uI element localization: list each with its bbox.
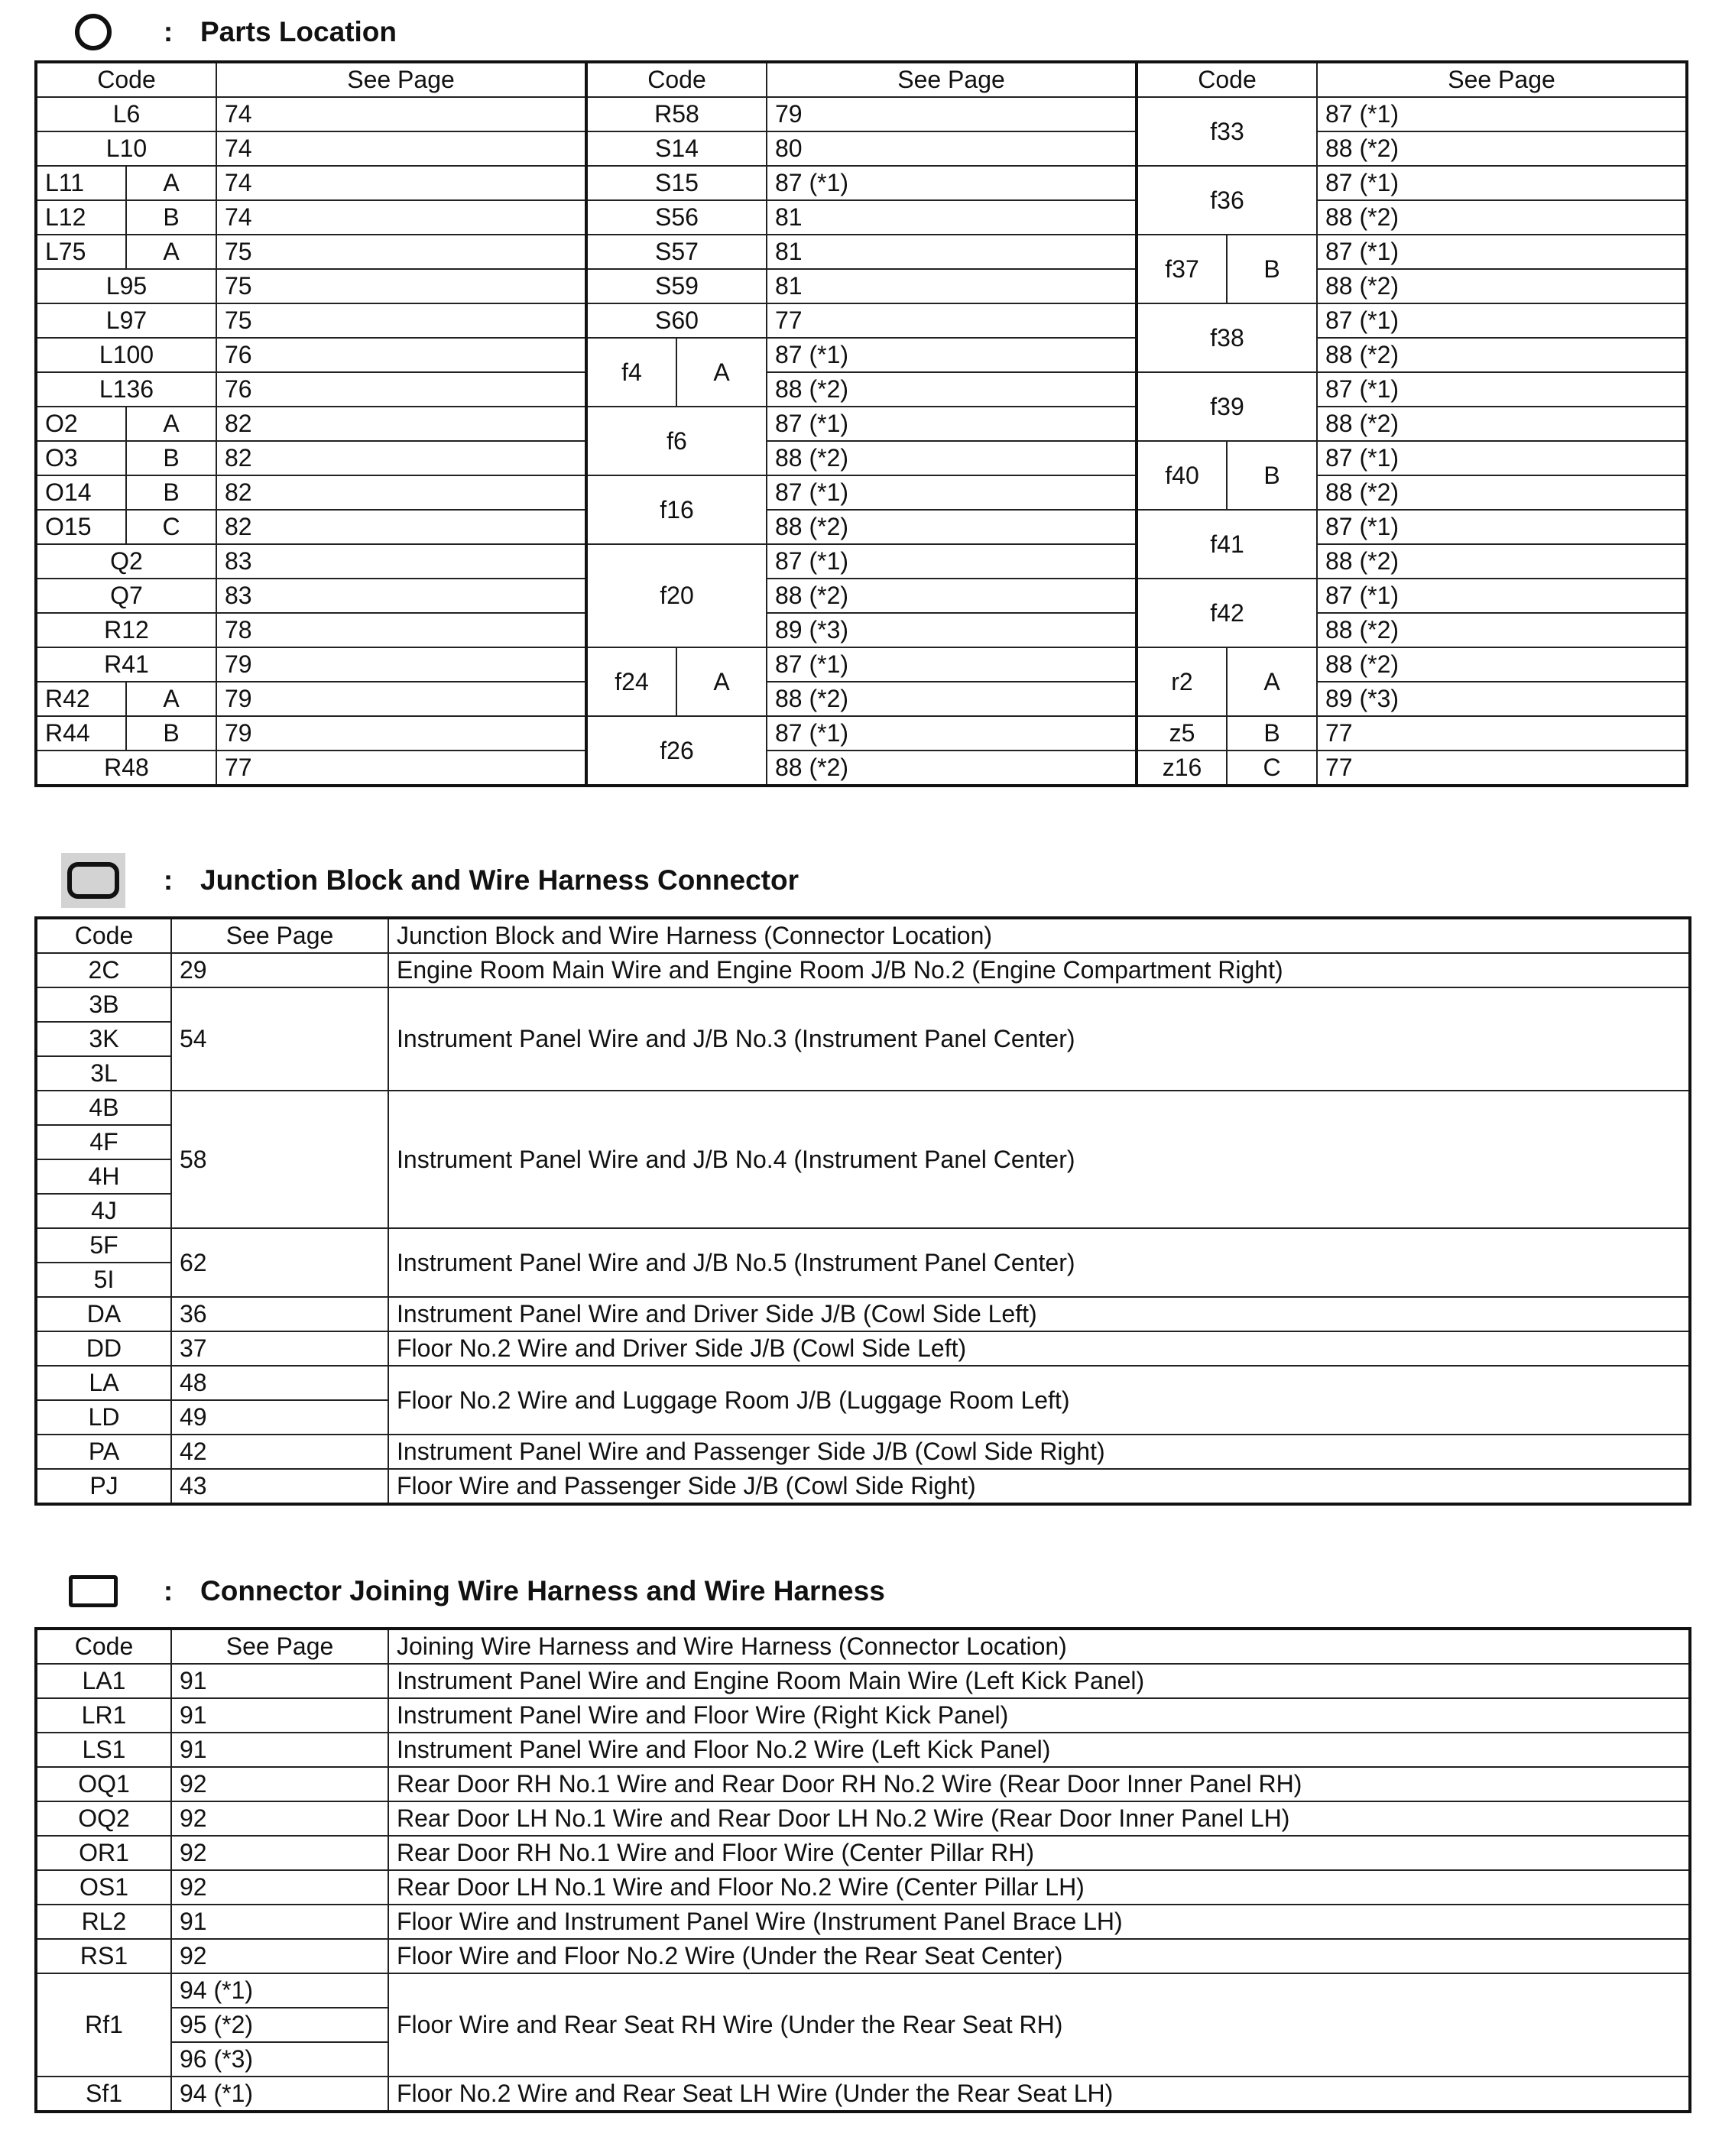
part-code: f6 [586, 407, 767, 475]
table-row [36, 953, 1690, 987]
part-page: 87 (*1) [1317, 303, 1687, 338]
table-row [36, 1435, 1690, 1469]
connector-location: Instrument Panel Wire and Floor No.2 Wire (Left Kick Panel) [388, 1733, 1690, 1767]
connector-location: Floor No.2 Wire and Driver Side J/B (Cowl Side Left) [388, 1331, 1690, 1366]
connector-page: 92 [171, 1801, 388, 1836]
part-sub-code: C [1227, 751, 1317, 786]
connector-location: Instrument Panel Wire and Driver Side J/B (Cowl Side Left) [388, 1297, 1690, 1331]
part-sub-code: A [1227, 647, 1317, 716]
connector-location: Floor No.2 Wire and Rear Seat LH Wire (Under the Rear Seat LH) [388, 2077, 1690, 2112]
header-code: Code [1137, 62, 1317, 97]
part-page: 88 (*2) [1317, 269, 1687, 303]
header-location: Joining Wire Harness and Wire Harness (Connector Location) [388, 1629, 1690, 1664]
part-page: 88 (*2) [767, 510, 1137, 544]
connector-code: LS1 [36, 1733, 171, 1767]
part-page: 88 (*2) [1317, 544, 1687, 579]
part-code: L136 [36, 372, 216, 407]
part-page: 89 (*3) [767, 613, 1137, 647]
table-row [36, 1801, 1690, 1836]
part-page: 87 (*1) [1317, 235, 1687, 269]
connector-page: 94 (*1) [171, 1973, 388, 2008]
part-page: 88 (*2) [1317, 475, 1687, 510]
table-row [36, 200, 1687, 235]
connector-location: Instrument Panel Wire and J/B No.5 (Instrument Panel Center) [388, 1228, 1690, 1297]
connector-page: 58 [171, 1091, 388, 1228]
part-page: 75 [216, 269, 586, 303]
table-row [36, 613, 1687, 647]
part-page: 81 [767, 235, 1137, 269]
header-location: Junction Block and Wire Harness (Connector Location) [388, 918, 1690, 953]
part-sub-code: C [126, 510, 216, 544]
connector-code: 5F [36, 1228, 171, 1263]
part-code: r2 [1137, 647, 1227, 716]
part-page: 75 [216, 235, 586, 269]
connector-code: 4J [36, 1194, 171, 1228]
part-sub-code: B [1227, 235, 1317, 303]
part-page: 82 [216, 441, 586, 475]
junction-table [34, 916, 1691, 1506]
part-page: 88 (*2) [767, 579, 1137, 613]
part-code: L100 [36, 338, 216, 372]
part-code: f40 [1137, 441, 1227, 510]
part-code: R48 [36, 751, 216, 786]
header-code: Code [36, 1629, 171, 1664]
connector-page: 43 [171, 1469, 388, 1504]
part-code: O3 [36, 441, 126, 475]
table-row [36, 647, 1687, 682]
part-page: 88 (*2) [767, 682, 1137, 716]
circle-icon [61, 11, 125, 53]
connector-page: 91 [171, 1905, 388, 1939]
part-page: 78 [216, 613, 586, 647]
table-row [36, 716, 1687, 751]
part-page: 87 (*1) [1317, 579, 1687, 613]
part-page: 89 (*3) [1317, 682, 1687, 716]
part-code: f38 [1137, 303, 1317, 372]
part-code: S59 [586, 269, 767, 303]
connector-location: Instrument Panel Wire and Passenger Side J/B (Cowl Side Right) [388, 1435, 1690, 1469]
part-code: f24 [586, 647, 676, 716]
table-row [36, 166, 1687, 200]
part-page: 83 [216, 579, 586, 613]
part-page: 82 [216, 407, 586, 441]
part-code: R58 [586, 97, 767, 131]
connector-page: 92 [171, 1870, 388, 1905]
part-code: z5 [1137, 716, 1227, 751]
connector-location: Instrument Panel Wire and J/B No.3 (Instrument Panel Center) [388, 987, 1690, 1091]
part-code: O14 [36, 475, 126, 510]
junction-heading: : Junction Block and Wire Harness Connector [61, 859, 799, 902]
table-row [36, 987, 1690, 1022]
part-page: 88 (*2) [1317, 200, 1687, 235]
table-row [36, 2077, 1690, 2112]
part-sub-code: B [1227, 441, 1317, 510]
connector-code: PA [36, 1435, 171, 1469]
part-code: S14 [586, 131, 767, 166]
part-page: 83 [216, 544, 586, 579]
part-page: 87 (*1) [767, 407, 1137, 441]
part-code: O15 [36, 510, 126, 544]
part-page: 87 (*1) [1317, 441, 1687, 475]
connector-code: Rf1 [36, 1973, 171, 2077]
connector-location: Instrument Panel Wire and J/B No.4 (Instrument Panel Center) [388, 1091, 1690, 1228]
connector-location: Floor No.2 Wire and Luggage Room J/B (Luggage Room Left) [388, 1366, 1690, 1435]
connector-code: LA [36, 1366, 171, 1400]
table-row [36, 1733, 1690, 1767]
connector-code: LD [36, 1400, 171, 1435]
part-code: S56 [586, 200, 767, 235]
header-see-page: See Page [767, 62, 1137, 97]
connector-code: OQ2 [36, 1801, 171, 1836]
table-row [36, 131, 1687, 166]
part-page: 79 [767, 97, 1137, 131]
connector-code: LR1 [36, 1698, 171, 1733]
connector-location: Floor Wire and Rear Seat RH Wire (Under the Rear Seat RH) [388, 1973, 1690, 2077]
part-page: 87 (*1) [1317, 372, 1687, 407]
connector-page: 36 [171, 1297, 388, 1331]
part-page: 80 [767, 131, 1137, 166]
header-code: Code [36, 918, 171, 953]
part-code: f41 [1137, 510, 1317, 579]
header-see-page: See Page [1317, 62, 1687, 97]
part-code: L6 [36, 97, 216, 131]
part-page: 77 [1317, 751, 1687, 786]
part-code: f42 [1137, 579, 1317, 647]
part-page: 79 [216, 647, 586, 682]
part-page: 88 (*2) [1317, 647, 1687, 682]
connector-location: Floor Wire and Passenger Side J/B (Cowl Side Right) [388, 1469, 1690, 1504]
part-page: 87 (*1) [767, 475, 1137, 510]
part-code: R42 [36, 682, 126, 716]
table-row [36, 235, 1687, 269]
table-row [36, 1664, 1690, 1698]
part-code: Q2 [36, 544, 216, 579]
part-page: 87 (*1) [1317, 510, 1687, 544]
rectangle-icon [61, 1570, 125, 1613]
part-code: f26 [586, 716, 767, 786]
table-row [36, 1905, 1690, 1939]
connector-location: Instrument Panel Wire and Engine Room Main Wire (Left Kick Panel) [388, 1664, 1690, 1698]
table-row [36, 1366, 1690, 1400]
table-row [36, 1698, 1690, 1733]
connector-code: 2C [36, 953, 171, 987]
connector-page: 91 [171, 1733, 388, 1767]
part-code: L75 [36, 235, 126, 269]
table-row [36, 510, 1687, 544]
connector-location: Rear Door RH No.1 Wire and Rear Door RH No.2 Wire (Rear Door Inner Panel RH) [388, 1767, 1690, 1801]
part-code: L10 [36, 131, 216, 166]
part-page: 87 (*1) [767, 544, 1137, 579]
part-code: S15 [586, 166, 767, 200]
connector-code: 4F [36, 1125, 171, 1159]
part-page: 77 [216, 751, 586, 786]
part-page: 74 [216, 200, 586, 235]
part-page: 88 (*2) [1317, 131, 1687, 166]
table-row [36, 269, 1687, 303]
table-row [36, 407, 1687, 441]
connector-page: 49 [171, 1400, 388, 1435]
connector-code: 3L [36, 1056, 171, 1091]
part-code: L12 [36, 200, 126, 235]
table-row [36, 579, 1687, 613]
connector-page: 92 [171, 1939, 388, 1973]
connector-code: 4B [36, 1091, 171, 1125]
connector-page: 91 [171, 1664, 388, 1698]
table-row [36, 441, 1687, 475]
parts-location-table [34, 60, 1688, 787]
parts-location-heading: : Parts Location [61, 11, 397, 53]
part-page: 81 [767, 269, 1137, 303]
connector-page: 92 [171, 1836, 388, 1870]
part-sub-code: B [126, 716, 216, 751]
part-page: 82 [216, 475, 586, 510]
part-page: 74 [216, 97, 586, 131]
part-sub-code: A [126, 407, 216, 441]
table-row [36, 1297, 1690, 1331]
part-page: 88 (*2) [1317, 338, 1687, 372]
rounded-rect-icon [61, 859, 125, 902]
connector-code: 3K [36, 1022, 171, 1056]
part-page: 87 (*1) [767, 716, 1137, 751]
part-page: 79 [216, 682, 586, 716]
part-page: 88 (*2) [767, 441, 1137, 475]
part-page: 81 [767, 200, 1137, 235]
part-page: 77 [767, 303, 1137, 338]
connector-page: 95 (*2) [171, 2008, 388, 2042]
connector-code: RS1 [36, 1939, 171, 1973]
connector-page: 42 [171, 1435, 388, 1469]
connector-code: PJ [36, 1469, 171, 1504]
connector-page: 62 [171, 1228, 388, 1297]
connector-code: OR1 [36, 1836, 171, 1870]
table-row [36, 97, 1687, 131]
table-row [36, 1870, 1690, 1905]
part-page: 77 [1317, 716, 1687, 751]
part-page: 76 [216, 372, 586, 407]
part-code: f37 [1137, 235, 1227, 303]
table-row [36, 1767, 1690, 1801]
part-page: 88 (*2) [1317, 407, 1687, 441]
part-page: 87 (*1) [1317, 166, 1687, 200]
connector-code: 4H [36, 1159, 171, 1194]
part-sub-code: A [126, 682, 216, 716]
part-sub-code: B [126, 475, 216, 510]
part-sub-code: B [1227, 716, 1317, 751]
part-sub-code: A [676, 647, 767, 716]
part-code: R41 [36, 647, 216, 682]
junction-title: Junction Block and Wire Harness Connector [200, 864, 799, 896]
part-code: L11 [36, 166, 126, 200]
table-row [36, 1469, 1690, 1504]
connector-page: 92 [171, 1767, 388, 1801]
part-page: 87 (*1) [767, 338, 1137, 372]
part-sub-code: A [126, 166, 216, 200]
part-code: f4 [586, 338, 676, 407]
part-code: Q7 [36, 579, 216, 613]
part-page: 74 [216, 166, 586, 200]
part-code: f20 [586, 544, 767, 647]
table-row [36, 1228, 1690, 1263]
table-row [36, 303, 1687, 338]
table-row [36, 1091, 1690, 1125]
connector-page: 37 [171, 1331, 388, 1366]
part-sub-code: B [126, 441, 216, 475]
part-page: 87 (*1) [1317, 97, 1687, 131]
connector-location: Rear Door LH No.1 Wire and Floor No.2 Wire (Center Pillar LH) [388, 1870, 1690, 1905]
part-code: L97 [36, 303, 216, 338]
part-page: 76 [216, 338, 586, 372]
connector-heading: : Connector Joining Wire Harness and Wire Harness [61, 1570, 885, 1613]
part-code: f36 [1137, 166, 1317, 235]
part-code: f33 [1137, 97, 1317, 166]
table-row [36, 751, 1687, 786]
header-see-page: See Page [216, 62, 586, 97]
table-row [36, 1331, 1690, 1366]
connector-code: 3B [36, 987, 171, 1022]
part-code: O2 [36, 407, 126, 441]
table-row [36, 372, 1687, 407]
table-row [36, 475, 1687, 510]
connector-code: Sf1 [36, 2077, 171, 2112]
table-row [36, 1939, 1690, 1973]
part-page: 87 (*1) [767, 647, 1137, 682]
connector-page: 29 [171, 953, 388, 987]
connector-location: Instrument Panel Wire and Floor Wire (Right Kick Panel) [388, 1698, 1690, 1733]
connector-page: 48 [171, 1366, 388, 1400]
part-page: 88 (*2) [767, 372, 1137, 407]
part-sub-code: B [126, 200, 216, 235]
part-code: f16 [586, 475, 767, 544]
connector-code: RL2 [36, 1905, 171, 1939]
connector-code: OQ1 [36, 1767, 171, 1801]
part-code: S60 [586, 303, 767, 338]
part-page: 75 [216, 303, 586, 338]
part-page: 79 [216, 716, 586, 751]
table-row [36, 338, 1687, 372]
connector-table [34, 1627, 1691, 2113]
header-see-page: See Page [171, 1629, 388, 1664]
connector-page: 96 (*3) [171, 2042, 388, 2077]
part-page: 88 (*2) [1317, 613, 1687, 647]
connector-page: 54 [171, 987, 388, 1091]
part-page: 74 [216, 131, 586, 166]
connector-code: DD [36, 1331, 171, 1366]
connector-title: Connector Joining Wire Harness and Wire Harness [200, 1575, 885, 1606]
header-see-page: See Page [171, 918, 388, 953]
table-row [36, 682, 1687, 716]
part-code: z16 [1137, 751, 1227, 786]
connector-location: Rear Door LH No.1 Wire and Rear Door LH No.2 Wire (Rear Door Inner Panel LH) [388, 1801, 1690, 1836]
connector-location: Floor Wire and Floor No.2 Wire (Under the Rear Seat Center) [388, 1939, 1690, 1973]
connector-code: DA [36, 1297, 171, 1331]
part-code: S57 [586, 235, 767, 269]
table-row [36, 1836, 1690, 1870]
connector-page: 91 [171, 1698, 388, 1733]
connector-code: OS1 [36, 1870, 171, 1905]
part-code: L95 [36, 269, 216, 303]
part-code: R12 [36, 613, 216, 647]
connector-location: Floor Wire and Instrument Panel Wire (Instrument Panel Brace LH) [388, 1905, 1690, 1939]
header-code: Code [586, 62, 767, 97]
part-code: f39 [1137, 372, 1317, 441]
part-code: R44 [36, 716, 126, 751]
part-sub-code: A [126, 235, 216, 269]
connector-page: 94 (*1) [171, 2077, 388, 2112]
connector-code: LA1 [36, 1664, 171, 1698]
connector-location: Rear Door RH No.1 Wire and Floor Wire (Center Pillar RH) [388, 1836, 1690, 1870]
table-row [36, 1973, 1690, 2008]
part-page: 88 (*2) [767, 751, 1137, 786]
part-page: 82 [216, 510, 586, 544]
connector-location: Engine Room Main Wire and Engine Room J/B No.2 (Engine Compartment Right) [388, 953, 1690, 987]
header-code: Code [36, 62, 216, 97]
part-sub-code: A [676, 338, 767, 407]
table-row [36, 544, 1687, 579]
parts-location-title: Parts Location [200, 16, 397, 47]
part-page: 87 (*1) [767, 166, 1137, 200]
connector-code: 5I [36, 1263, 171, 1297]
